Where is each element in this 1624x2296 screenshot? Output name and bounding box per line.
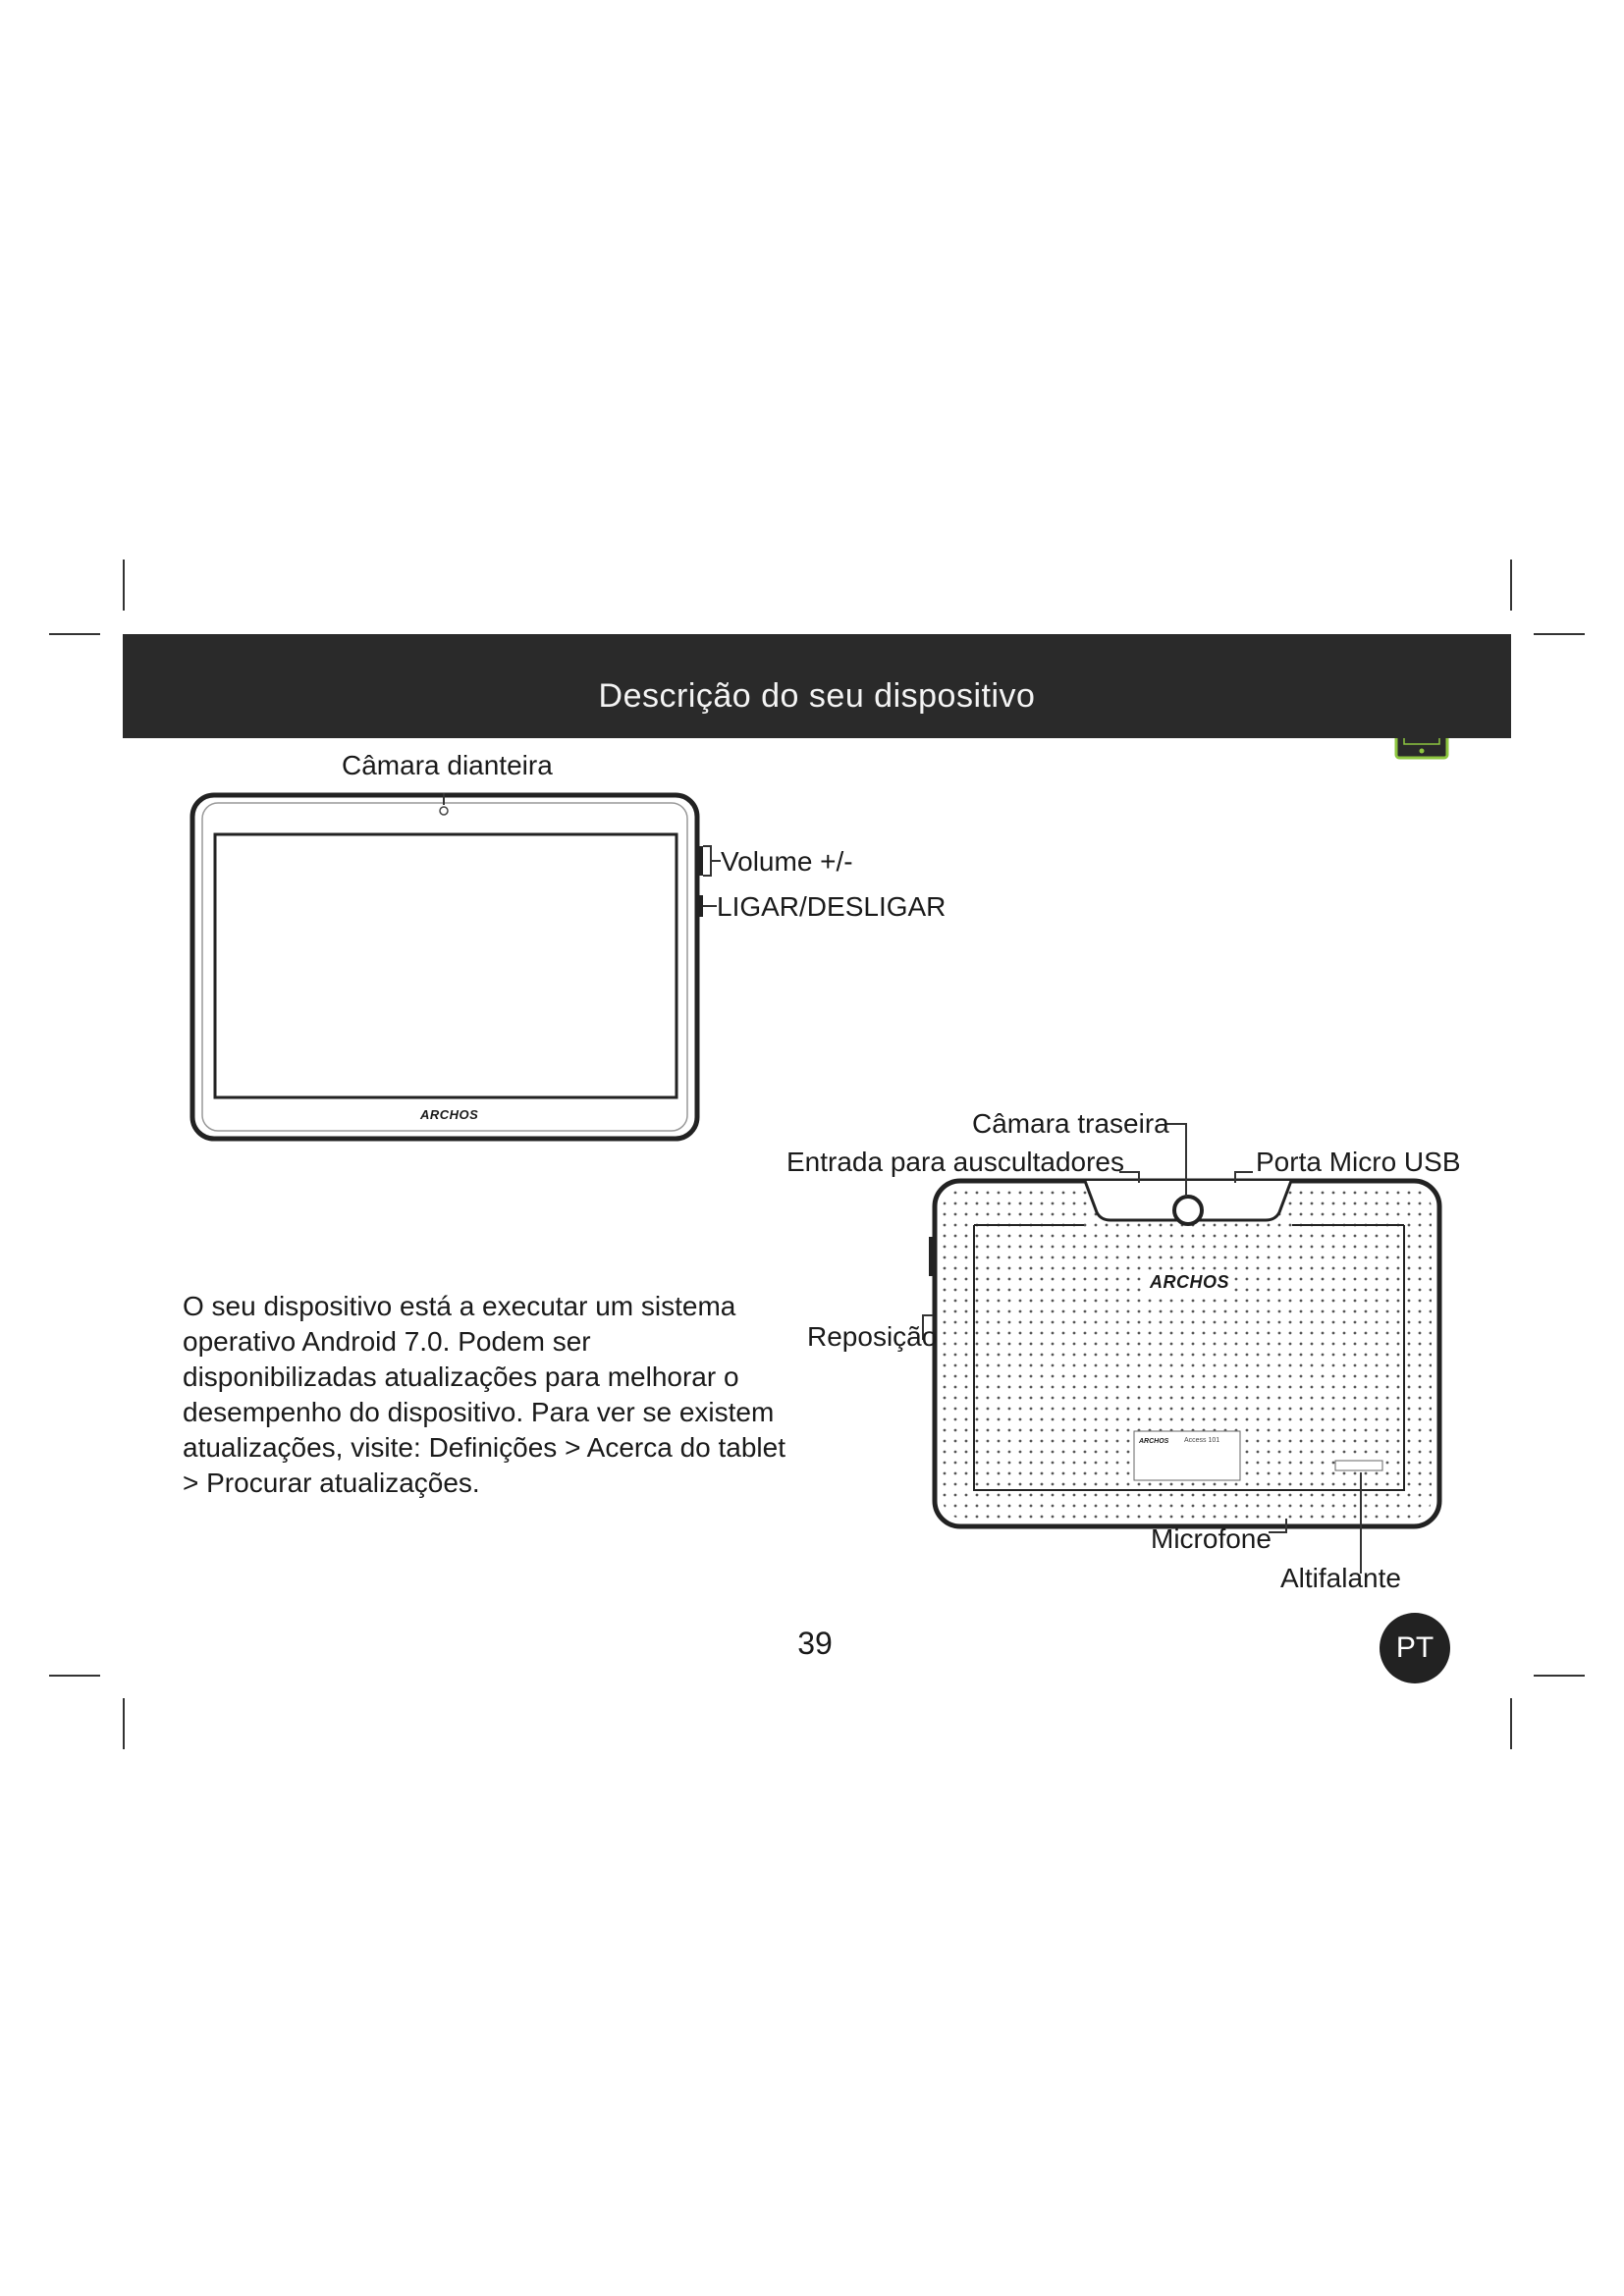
microphone-label: Microfone (1151, 1523, 1272, 1554)
front-camera-label: Câmara dianteira (342, 750, 553, 780)
rating-label-brand: ARCHOS (1139, 1438, 1169, 1445)
volume-button-shape (697, 846, 703, 876)
power-label: LIGAR/DESLIGAR (717, 891, 947, 922)
headphones-label: Entrada para auscultadores (786, 1147, 1124, 1177)
micro-usb-label: Porta Micro USB (1256, 1147, 1461, 1177)
power-button-shape (697, 895, 703, 917)
page-number: 39 (797, 1626, 833, 1661)
back-brand-logo: ARCHOS (1147, 1272, 1232, 1293)
language-badge: PT (1380, 1613, 1450, 1683)
reset-label: Reposição (807, 1321, 938, 1352)
volume-label: Volume +/- (721, 846, 853, 877)
rear-camera-label: Câmara traseira (972, 1108, 1169, 1139)
body-paragraph: O seu dispositivo está a executar um sistema operativo Android 7.0. Podem ser disponibilizadas atualizações para melhorar o desempenho do dispositivo. Para ver se existem atualizações, visite: Definições > Acerca do tablet > Procurar atualizações. (183, 1291, 786, 1498)
rating-label-model: Access 101 (1184, 1437, 1220, 1444)
rear-camera-circle (1174, 1197, 1202, 1224)
front-tablet-drawing (192, 795, 703, 1139)
back-tablet-drawing (929, 1181, 1439, 1526)
front-brand-logo: ARCHOS (420, 1107, 479, 1122)
speaker-label: Altifalante (1280, 1563, 1401, 1593)
page-title: Descrição do seu dispositivo (598, 677, 1036, 715)
